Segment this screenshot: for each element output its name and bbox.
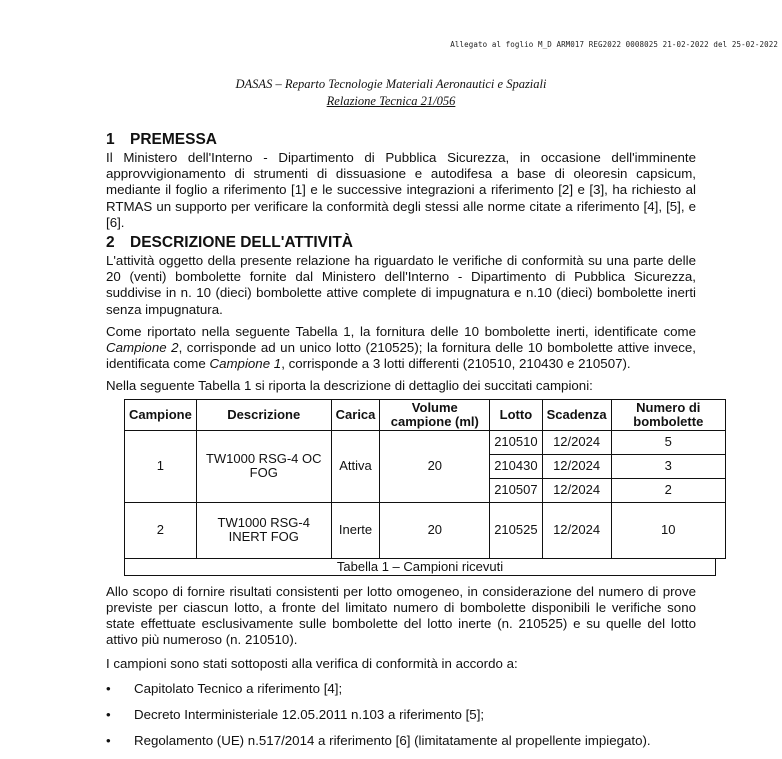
cell-scadenza: 12/2024 — [542, 430, 611, 454]
cell-numero: 3 — [611, 454, 725, 478]
conclusion-paragraph: Allo scopo di fornire risultati consistenti per lotto omogeneo, in considerazione del numero di prove previste per ciascun lotto, a fronte del limitato numero di bombolette disponibili le verifiche sono state effettuate esclusivamente sulle bombolette del lotto inerte (n. 210525) e su quelle del lotto attivo più numeroso (n. 210510). — [106, 583, 696, 648]
list-item: • Capitolato Tecnico a riferimento [4]; — [106, 681, 696, 697]
cell-lotto: 210507 — [490, 478, 542, 502]
campione-1-label: Campione 1 — [209, 356, 282, 372]
cell-numero: 5 — [611, 430, 725, 454]
section-2-paragraph-3: Nella seguente Tabella 1 si riporta la descrizione di dettaglio dei succitati campioni: — [106, 378, 593, 394]
campione-2-label: Campione 2 — [106, 340, 179, 356]
section-2-number: 2 — [106, 234, 115, 252]
cell-lotto: 210430 — [490, 454, 542, 478]
header-report-number: Relazione Tecnica 21/056 — [326, 94, 456, 108]
cell-numero: 2 — [611, 478, 725, 502]
compliance-intro: I campioni sono stati sottoposti alla verifica di conformità in accordo a: — [106, 656, 518, 672]
col-lotto: Lotto — [490, 399, 542, 430]
table-caption: Tabella 1 – Campioni ricevuti — [124, 559, 716, 576]
section-2-heading — [106, 233, 696, 253]
cell-scadenza: 12/2024 — [542, 502, 611, 558]
cell-carica: Attiva — [331, 430, 380, 502]
col-volume: Volume campione (ml) — [380, 399, 490, 430]
cell-campione: 1 — [125, 430, 197, 502]
header-department: DASAS – Reparto Tecnologie Materiali Aeronautici e Spaziali — [235, 77, 547, 91]
col-descrizione: Descrizione — [196, 399, 331, 430]
section-2-title: DESCRIZIONE DELL'ATTIVITÀ — [130, 234, 353, 252]
cell-campione: 2 — [125, 502, 197, 558]
document-body — [106, 130, 704, 759]
cell-scadenza: 12/2024 — [542, 478, 611, 502]
protocol-stamp: Allegato al foglio M_D ARM017 REG2022 0008025 21-02-2022 del 25-02-2022 — [450, 40, 778, 49]
cell-volume: 20 — [380, 502, 490, 558]
section-1-text: Il Ministero dell'Interno - Dipartimento di Pubblica Sicurezza, in occasione dell'imminente approvvigionamento di strumenti di dissuasione e autodifesa a base di oleoresin capsicum, mediante il foglio a riferimento [1] e le successive integrazioni a riferimento [2] e [3], ha richiesto al RTMAS un supporto per verificare la conformità degli stessi alle norme citate a riferimento [4], [5], e [6]. — [106, 150, 696, 230]
col-scadenza: Scadenza — [542, 399, 611, 430]
col-campione: Campione — [125, 399, 197, 430]
col-numero: Numero di bombolette — [611, 399, 725, 430]
list-item: • Regolamento (UE) n.517/2014 a riferimento [6] (limitatamente al propellente impiegato). — [106, 733, 696, 749]
col-carica: Carica — [331, 399, 380, 430]
table-header-row — [125, 399, 726, 430]
cell-scadenza: 12/2024 — [542, 454, 611, 478]
document-header — [0, 76, 782, 110]
cell-lotto: 210525 — [490, 502, 542, 558]
section-1-title: PREMESSA — [130, 131, 217, 148]
list-item: • Decreto Interministeriale 12.05.2011 n.103 a riferimento [5]; — [106, 707, 696, 723]
section-1-heading — [106, 130, 696, 150]
cell-descrizione: TW1000 RSG-4 OC FOG — [196, 430, 331, 502]
samples-table — [124, 399, 726, 559]
section-2-paragraph-1: L'attività oggetto della presente relazione ha riguardato le verifiche di conformità su una parte delle 20 (venti) bombolette fornite dal Ministero dell'Interno - Dipartimento di Pubblica Sicurezza, suddivise in n. 10 (dieci) bombolette attive complete di impugnatura e n.10 (dieci) bombolette inerti senza impugnatura. — [106, 253, 696, 317]
cell-numero: 10 — [611, 502, 725, 558]
section-1-number: 1 — [106, 131, 115, 148]
cell-descrizione: TW1000 RSG-4 INERT FOG — [196, 502, 331, 558]
cell-volume: 20 — [380, 430, 490, 502]
cell-carica: Inerte — [331, 502, 380, 558]
references-list — [106, 681, 696, 749]
section-2-paragraph-2: Come riportato nella seguente Tabella 1, la fornitura delle 10 bombolette inerti, identificate come Campione 2, corrisponde ad un unico lotto (210525); la fornitura delle 10 bombolette attive invece, identificata come Campione 1, corrisponde a 3 lotti differenti (210510, 210430 e 210507). — [106, 323, 696, 372]
table-row — [125, 430, 726, 454]
table-row — [125, 502, 726, 558]
cell-lotto: 210510 — [490, 430, 542, 454]
